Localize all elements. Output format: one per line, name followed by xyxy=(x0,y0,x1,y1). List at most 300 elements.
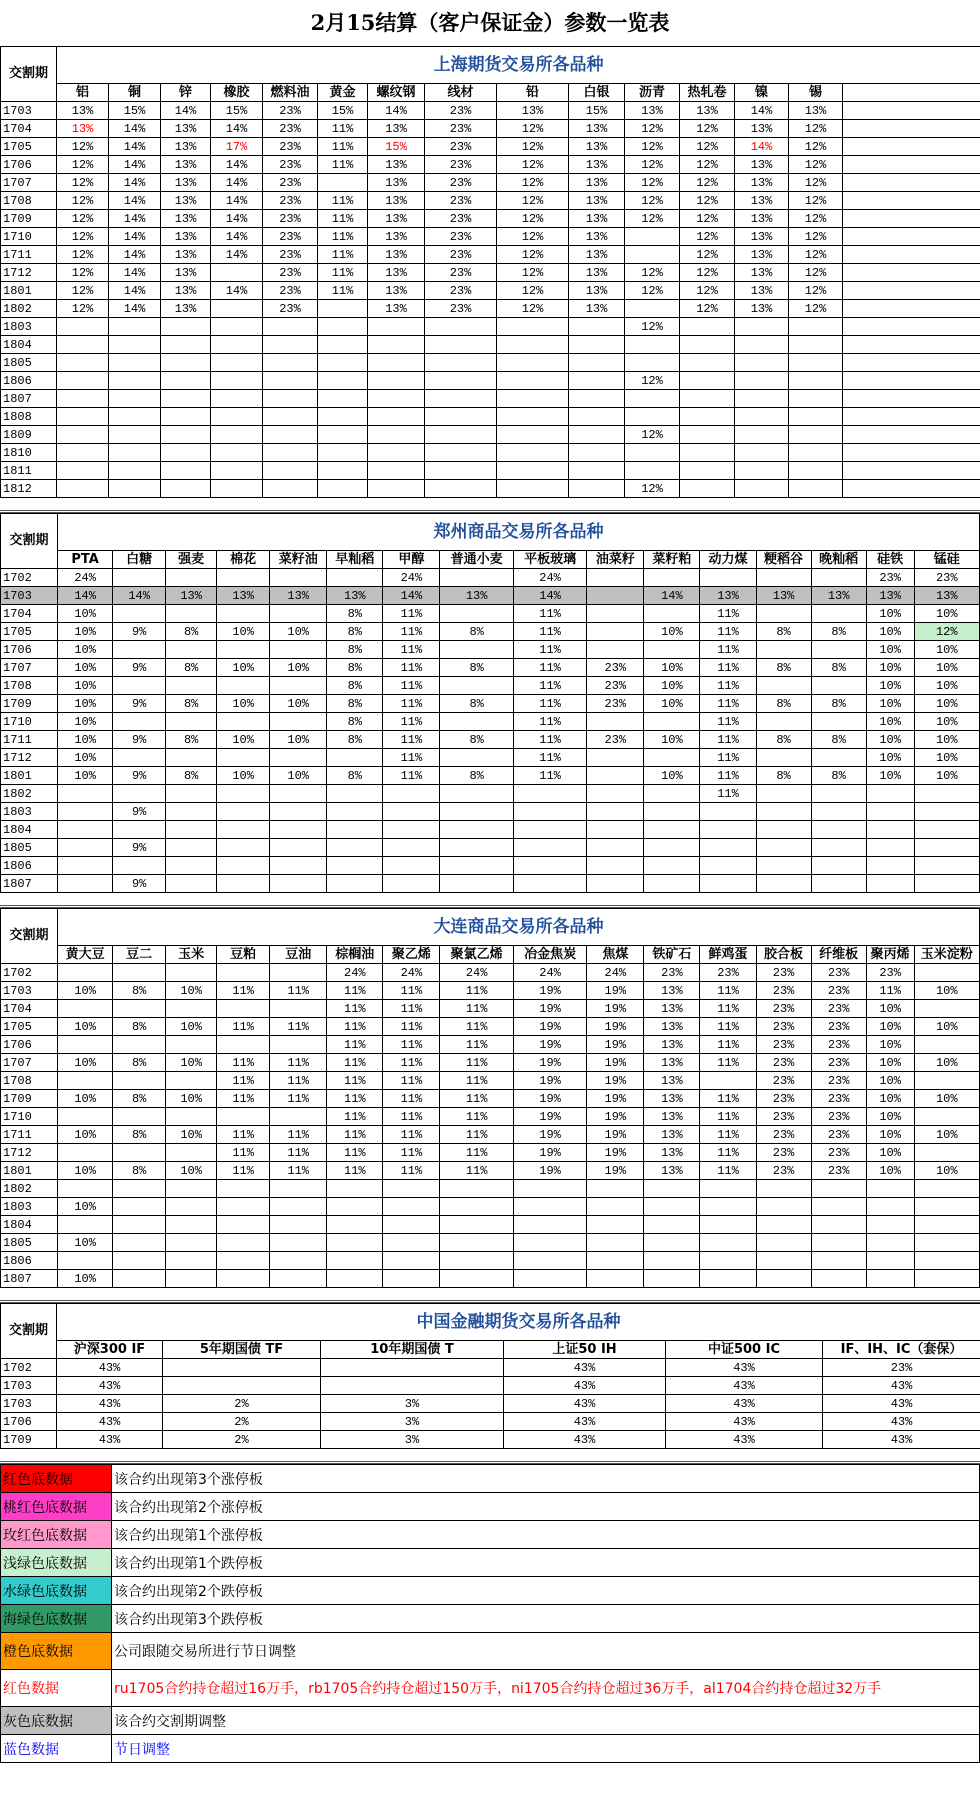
margin-cell xyxy=(161,372,211,390)
margin-cell xyxy=(811,803,866,821)
margin-cell: 23% xyxy=(700,964,756,982)
margin-cell: 12% xyxy=(57,282,109,300)
margin-cell xyxy=(217,1108,270,1126)
margin-cell: 10% xyxy=(644,767,700,785)
margin-cell xyxy=(440,569,513,587)
margin-cell: 11% xyxy=(383,659,440,677)
margin-cell: 23% xyxy=(263,120,318,138)
margin-cell xyxy=(425,462,497,480)
margin-cell xyxy=(625,408,680,426)
margin-cell xyxy=(113,785,166,803)
margin-cell xyxy=(914,1144,979,1162)
legend-row xyxy=(1,1735,980,1763)
cffex-header-row xyxy=(1,1341,980,1359)
margin-cell xyxy=(866,1270,914,1288)
margin-cell: 11% xyxy=(327,1000,383,1018)
margin-cell xyxy=(700,1072,756,1090)
margin-cell xyxy=(327,569,383,587)
period-cell: 1809 xyxy=(1,426,57,444)
margin-cell xyxy=(587,1216,644,1234)
margin-cell: 11% xyxy=(700,982,756,1000)
margin-cell: 13% xyxy=(735,174,789,192)
period-cell: 1703 xyxy=(1,102,57,120)
margin-cell xyxy=(425,426,497,444)
margin-cell xyxy=(756,605,811,623)
period-cell: 1708 xyxy=(1,677,58,695)
margin-cell xyxy=(383,1270,440,1288)
margin-cell: 19% xyxy=(587,1108,644,1126)
margin-cell xyxy=(270,605,327,623)
margin-cell xyxy=(383,1180,440,1198)
margin-cell: 13% xyxy=(569,246,625,264)
margin-cell xyxy=(318,174,368,192)
period-cell: 1703 xyxy=(1,587,58,605)
period-cell: 1802 xyxy=(1,1180,58,1198)
margin-cell xyxy=(866,1252,914,1270)
margin-cell: 10% xyxy=(914,677,979,695)
margin-cell: 14% xyxy=(109,174,161,192)
margin-cell: 11% xyxy=(700,1108,756,1126)
table-row xyxy=(1,731,980,749)
margin-cell: 10% xyxy=(866,641,914,659)
margin-cell xyxy=(217,641,270,659)
margin-cell xyxy=(644,713,700,731)
margin-cell: 12% xyxy=(789,228,843,246)
margin-cell: 13% xyxy=(368,174,425,192)
table-row xyxy=(1,120,980,138)
margin-cell: 12% xyxy=(625,318,680,336)
margin-cell: 11% xyxy=(440,1108,513,1126)
margin-cell xyxy=(57,408,109,426)
margin-cell: 12% xyxy=(57,138,109,156)
margin-cell: 10% xyxy=(58,1090,113,1108)
table-row xyxy=(1,444,980,462)
margin-cell xyxy=(368,462,425,480)
margin-cell: 13% xyxy=(866,587,914,605)
margin-cell xyxy=(644,605,700,623)
empty-cell xyxy=(843,156,980,174)
margin-cell xyxy=(211,408,263,426)
margin-cell xyxy=(166,1216,217,1234)
margin-cell: 24% xyxy=(383,964,440,982)
margin-cell: 11% xyxy=(270,1162,327,1180)
margin-cell xyxy=(914,857,979,875)
margin-cell: 13% xyxy=(644,1126,700,1144)
margin-cell: 11% xyxy=(327,1126,383,1144)
margin-cell xyxy=(680,480,735,498)
margin-cell: 8% xyxy=(327,623,383,641)
margin-cell: 12% xyxy=(680,300,735,318)
margin-cell: 23% xyxy=(263,300,318,318)
margin-cell xyxy=(161,426,211,444)
empty-cell xyxy=(843,354,980,372)
margin-cell xyxy=(166,1198,217,1216)
margin-cell xyxy=(866,803,914,821)
margin-cell xyxy=(440,785,513,803)
margin-cell: 10% xyxy=(866,749,914,767)
margin-cell xyxy=(700,839,756,857)
table-row xyxy=(1,246,980,264)
margin-cell xyxy=(161,462,211,480)
column-header: 10年期国债 T xyxy=(321,1341,504,1359)
margin-cell xyxy=(318,354,368,372)
margin-cell xyxy=(789,336,843,354)
margin-cell xyxy=(587,623,644,641)
margin-cell: 12% xyxy=(789,300,843,318)
margin-cell: 19% xyxy=(587,1126,644,1144)
margin-cell: 10% xyxy=(270,731,327,749)
margin-cell: 11% xyxy=(217,1072,270,1090)
margin-cell xyxy=(166,1180,217,1198)
margin-cell: 19% xyxy=(513,1144,586,1162)
margin-cell: 13% xyxy=(368,156,425,174)
table-row xyxy=(1,1395,980,1413)
table-row xyxy=(1,641,980,659)
margin-cell: 23% xyxy=(263,228,318,246)
margin-cell: 10% xyxy=(217,659,270,677)
margin-cell xyxy=(914,1252,979,1270)
column-header: 热轧卷 xyxy=(680,84,735,102)
margin-cell: 13% xyxy=(368,264,425,282)
column-header: 鲜鸡蛋 xyxy=(700,946,756,964)
margin-cell xyxy=(113,1036,166,1054)
margin-cell: 10% xyxy=(644,623,700,641)
margin-cell xyxy=(57,426,109,444)
margin-cell: 23% xyxy=(587,677,644,695)
margin-cell xyxy=(58,821,113,839)
margin-cell xyxy=(57,318,109,336)
margin-cell xyxy=(866,821,914,839)
margin-cell xyxy=(109,444,161,462)
margin-cell: 23% xyxy=(425,102,497,120)
margin-cell: 8% xyxy=(811,659,866,677)
margin-cell xyxy=(166,1234,217,1252)
section-divider xyxy=(0,1449,980,1464)
margin-cell: 13% xyxy=(569,120,625,138)
margin-cell xyxy=(425,390,497,408)
margin-cell xyxy=(866,839,914,857)
margin-cell xyxy=(644,1216,700,1234)
margin-cell xyxy=(57,390,109,408)
margin-cell: 2% xyxy=(163,1431,321,1449)
margin-cell xyxy=(113,749,166,767)
margin-cell: 23% xyxy=(263,156,318,174)
margin-cell: 24% xyxy=(327,964,383,982)
table-row xyxy=(1,264,980,282)
margin-cell: 11% xyxy=(700,1054,756,1072)
margin-cell: 14% xyxy=(211,228,263,246)
margin-cell: 12% xyxy=(625,156,680,174)
margin-cell: 13% xyxy=(735,120,789,138)
margin-cell xyxy=(625,246,680,264)
margin-cell: 8% xyxy=(166,695,217,713)
margin-cell xyxy=(497,444,569,462)
table-row xyxy=(1,677,980,695)
margin-cell: 23% xyxy=(263,102,318,120)
margin-cell xyxy=(263,354,318,372)
margin-cell xyxy=(113,821,166,839)
margin-cell: 11% xyxy=(700,623,756,641)
section-divider xyxy=(0,498,980,513)
margin-cell: 10% xyxy=(866,1126,914,1144)
margin-cell xyxy=(217,1270,270,1288)
margin-cell xyxy=(318,408,368,426)
margin-cell xyxy=(57,372,109,390)
margin-cell: 12% xyxy=(789,174,843,192)
margin-cell: 14% xyxy=(161,102,211,120)
period-cell: 1704 xyxy=(1,120,57,138)
margin-cell: 11% xyxy=(270,1126,327,1144)
margin-cell: 8% xyxy=(327,695,383,713)
margin-cell: 11% xyxy=(700,695,756,713)
table-row xyxy=(1,982,980,1000)
legend-desc: 该合约出现第3个涨停板 xyxy=(112,1465,980,1493)
margin-cell: 11% xyxy=(513,677,586,695)
margin-cell xyxy=(866,875,914,893)
section-title: 郑州商品交易所各品种 xyxy=(58,514,980,551)
period-cell: 1804 xyxy=(1,336,57,354)
margin-cell xyxy=(789,462,843,480)
legend-key: 桃红色底数据 xyxy=(1,1493,112,1521)
margin-cell: 10% xyxy=(914,641,979,659)
column-header: 5年期国债 TF xyxy=(163,1341,321,1359)
margin-cell: 10% xyxy=(58,659,113,677)
table-row xyxy=(1,174,980,192)
period-cell: 1707 xyxy=(1,659,58,677)
period-cell: 1710 xyxy=(1,228,57,246)
margin-cell: 8% xyxy=(327,641,383,659)
margin-cell: 9% xyxy=(113,767,166,785)
margin-cell: 23% xyxy=(425,210,497,228)
margin-cell xyxy=(327,1198,383,1216)
period-cell: 1703 xyxy=(1,1377,57,1395)
margin-cell xyxy=(327,857,383,875)
margin-cell: 14% xyxy=(211,156,263,174)
margin-cell xyxy=(57,336,109,354)
margin-cell: 19% xyxy=(587,1018,644,1036)
margin-cell: 14% xyxy=(211,246,263,264)
empty-cell xyxy=(843,300,980,318)
margin-cell: 10% xyxy=(166,982,217,1000)
margin-cell: 12% xyxy=(680,246,735,264)
margin-cell xyxy=(644,749,700,767)
empty-cell xyxy=(843,390,980,408)
margin-cell: 13% xyxy=(644,982,700,1000)
margin-cell: 23% xyxy=(756,1162,811,1180)
margin-cell: 23% xyxy=(425,120,497,138)
margin-cell: 14% xyxy=(109,192,161,210)
margin-cell: 10% xyxy=(914,695,979,713)
margin-cell xyxy=(513,785,586,803)
margin-cell xyxy=(166,964,217,982)
margin-cell: 10% xyxy=(58,623,113,641)
margin-cell: 19% xyxy=(587,1162,644,1180)
margin-cell xyxy=(58,785,113,803)
margin-cell xyxy=(217,821,270,839)
margin-cell: 8% xyxy=(327,659,383,677)
margin-cell: 10% xyxy=(866,659,914,677)
margin-cell: 23% xyxy=(425,228,497,246)
margin-cell: 11% xyxy=(513,731,586,749)
margin-cell: 11% xyxy=(217,1054,270,1072)
margin-cell: 8% xyxy=(756,731,811,749)
margin-cell: 11% xyxy=(440,1054,513,1072)
table-row xyxy=(1,1018,980,1036)
margin-cell xyxy=(866,857,914,875)
margin-cell: 12% xyxy=(57,300,109,318)
margin-cell xyxy=(425,480,497,498)
margin-cell xyxy=(327,1270,383,1288)
margin-cell: 12% xyxy=(57,174,109,192)
column-header: 锌 xyxy=(161,84,211,102)
margin-cell: 8% xyxy=(113,1018,166,1036)
margin-cell xyxy=(327,875,383,893)
empty-cell xyxy=(843,282,980,300)
margin-cell: 11% xyxy=(383,982,440,1000)
table-row xyxy=(1,318,980,336)
column-header: 甲醇 xyxy=(383,551,440,569)
period-cell: 1804 xyxy=(1,1216,58,1234)
margin-cell xyxy=(789,480,843,498)
column-header: 纤维板 xyxy=(811,946,866,964)
margin-cell: 13% xyxy=(368,192,425,210)
period-cell: 1709 xyxy=(1,695,58,713)
margin-cell xyxy=(914,1216,979,1234)
margin-cell: 2% xyxy=(163,1413,321,1431)
margin-cell: 19% xyxy=(587,982,644,1000)
margin-cell xyxy=(217,964,270,982)
margin-cell: 12% xyxy=(680,192,735,210)
margin-cell xyxy=(161,354,211,372)
column-header: 冶金焦炭 xyxy=(513,946,586,964)
margin-cell: 10% xyxy=(217,731,270,749)
margin-cell: 14% xyxy=(211,120,263,138)
table-row xyxy=(1,462,980,480)
column-header: 螺纹钢 xyxy=(368,84,425,102)
margin-cell: 13% xyxy=(569,264,625,282)
empty-cell xyxy=(843,336,980,354)
table-row xyxy=(1,623,980,641)
margin-cell: 11% xyxy=(383,749,440,767)
margin-cell xyxy=(211,444,263,462)
margin-cell: 23% xyxy=(811,1162,866,1180)
margin-cell: 43% xyxy=(823,1413,980,1431)
table-row xyxy=(1,713,980,731)
margin-cell xyxy=(789,390,843,408)
margin-cell: 11% xyxy=(318,120,368,138)
margin-cell xyxy=(497,318,569,336)
margin-cell xyxy=(166,857,217,875)
margin-cell: 3% xyxy=(321,1431,504,1449)
margin-cell: 43% xyxy=(823,1377,980,1395)
margin-cell: 13% xyxy=(569,156,625,174)
margin-cell: 10% xyxy=(58,641,113,659)
margin-cell xyxy=(513,821,586,839)
margin-cell: 12% xyxy=(57,156,109,174)
margin-cell xyxy=(497,336,569,354)
margin-cell: 13% xyxy=(644,1090,700,1108)
margin-cell xyxy=(270,569,327,587)
margin-cell: 10% xyxy=(866,713,914,731)
margin-cell: 11% xyxy=(327,1054,383,1072)
margin-cell: 11% xyxy=(327,1036,383,1054)
margin-cell xyxy=(440,839,513,857)
margin-cell xyxy=(161,336,211,354)
margin-cell: 13% xyxy=(57,102,109,120)
margin-cell: 23% xyxy=(756,1090,811,1108)
margin-cell: 10% xyxy=(914,749,979,767)
margin-cell xyxy=(680,372,735,390)
section-title: 上海期货交易所各品种 xyxy=(57,47,980,84)
margin-cell xyxy=(368,480,425,498)
margin-cell: 13% xyxy=(680,102,735,120)
empty-cell xyxy=(843,318,980,336)
margin-cell xyxy=(680,462,735,480)
period-cell: 1810 xyxy=(1,444,57,462)
period-cell: 1705 xyxy=(1,623,58,641)
period-cell: 1801 xyxy=(1,767,58,785)
margin-cell xyxy=(569,462,625,480)
period-cell: 1812 xyxy=(1,480,57,498)
legend-key: 红色底数据 xyxy=(1,1465,112,1493)
margin-cell xyxy=(756,569,811,587)
margin-cell: 23% xyxy=(811,1054,866,1072)
margin-cell xyxy=(321,1359,504,1377)
margin-cell: 13% xyxy=(735,210,789,228)
margin-cell xyxy=(569,426,625,444)
margin-cell: 12% xyxy=(497,174,569,192)
table-row xyxy=(1,659,980,677)
table-row xyxy=(1,1126,980,1144)
margin-cell: 43% xyxy=(666,1431,823,1449)
margin-cell xyxy=(211,264,263,282)
column-header: 玉米 xyxy=(166,946,217,964)
table-row xyxy=(1,695,980,713)
margin-cell xyxy=(166,1072,217,1090)
period-cell: 1807 xyxy=(1,875,58,893)
legend-key: 灰色底数据 xyxy=(1,1707,112,1735)
legend-desc: 该合约出现第1个涨停板 xyxy=(112,1521,980,1549)
margin-cell xyxy=(914,1108,979,1126)
margin-cell xyxy=(57,354,109,372)
margin-cell: 10% xyxy=(270,623,327,641)
period-cell: 1807 xyxy=(1,1270,58,1288)
margin-cell: 11% xyxy=(318,228,368,246)
margin-cell xyxy=(270,1216,327,1234)
margin-cell xyxy=(756,875,811,893)
margin-cell xyxy=(735,372,789,390)
margin-cell xyxy=(368,444,425,462)
margin-cell: 23% xyxy=(866,964,914,982)
margin-cell: 14% xyxy=(211,174,263,192)
margin-cell xyxy=(587,875,644,893)
margin-cell xyxy=(811,677,866,695)
margin-cell: 43% xyxy=(504,1377,666,1395)
margin-cell: 23% xyxy=(587,659,644,677)
margin-cell: 11% xyxy=(383,1144,440,1162)
margin-cell xyxy=(368,390,425,408)
margin-cell: 23% xyxy=(263,264,318,282)
column-header: 上证50 IH xyxy=(504,1341,666,1359)
margin-cell: 23% xyxy=(425,174,497,192)
margin-cell xyxy=(109,462,161,480)
margin-cell: 13% xyxy=(57,120,109,138)
margin-cell: 13% xyxy=(161,192,211,210)
margin-cell: 8% xyxy=(811,695,866,713)
period-cell: 1712 xyxy=(1,1144,58,1162)
margin-cell: 11% xyxy=(318,282,368,300)
margin-cell: 23% xyxy=(263,210,318,228)
